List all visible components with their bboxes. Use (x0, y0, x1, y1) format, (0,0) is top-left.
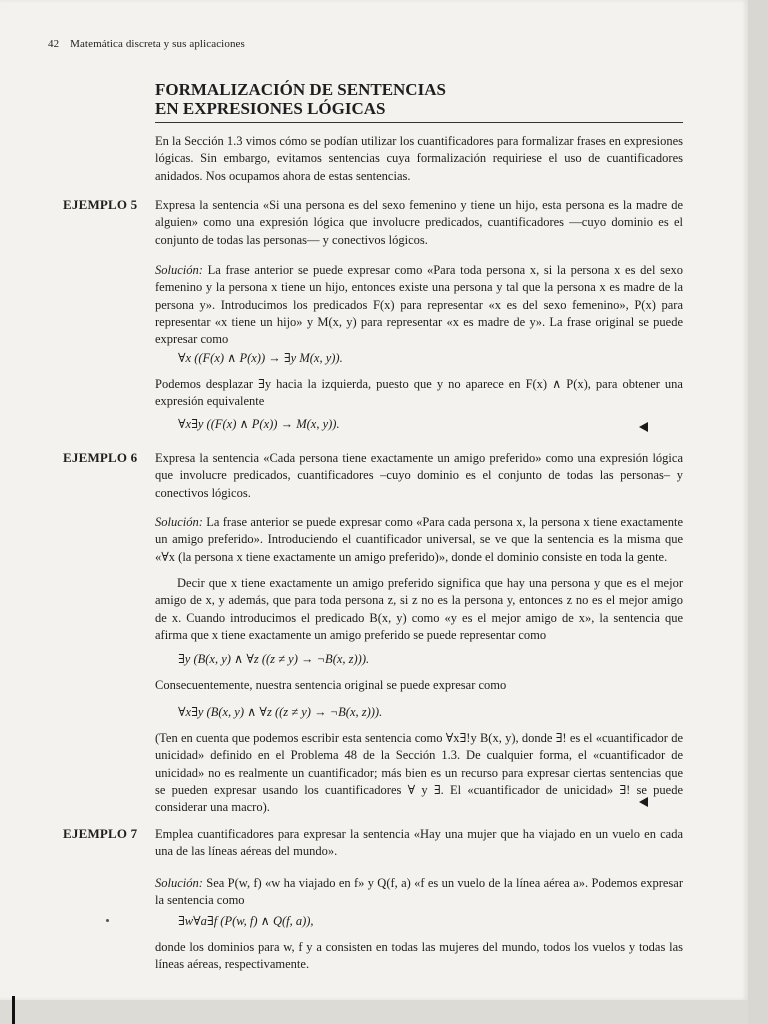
example-7-label: EJEMPLO 7 (63, 826, 138, 841)
example-5-text-2: Podemos desplazar ∃y hacia la izquierda, puesto que y no aparece en F(x) ∧ P(x), para obtener una expresión equivalente (155, 377, 683, 409)
example-5-solution (155, 262, 683, 348)
example-7-text-2: donde los dominios para w, f y a consisten en todas las mujeres del mundo, todos los vuelos y todas las líneas aéreas, respectivamente. (155, 940, 683, 972)
example-7-solution-text: Sea P(w, f) «w ha viajado en f» y Q(f, a) «f es un vuelo de la línea aérea a». Podemos expresar la sentencia como (155, 876, 683, 908)
page-number: 42 (48, 38, 60, 50)
running-header (48, 38, 245, 50)
section-title-rule (155, 122, 683, 123)
section-title-line-2: EN EXPRESIONES LÓGICAS (155, 99, 386, 118)
section-title (155, 80, 685, 122)
example-6-text-3: Consecuentemente, nuestra sentencia original se puede expresar como (155, 678, 507, 692)
solution-label: Solución: (155, 263, 203, 277)
scan-edge-mark (12, 996, 15, 1024)
example-6-label: EJEMPLO 6 (63, 450, 138, 465)
margin-dot (106, 919, 109, 922)
example-6-note: (Ten en cuenta que podemos escribir esta sentencia como ∀x∃!y B(x, y), donde ∃! es el «cuantificador de unicidad» definido en el Problema 48 de la Sección 1.3. De cualquier forma, el «cuantificador de unicidad» no es realmente un cuantificador; más bien es un recurso para expresar ciertas sentencias que se pueden expresar usando los cuantificadores ∀ y ∃. El «cuantificador de unicidad» ∃! se puede considerar una macro). (155, 731, 683, 815)
example-7-statement: Emplea cuantificadores para expresar la sentencia «Hay una mujer que ha viajado en un vuelo en cada una de las líneas aéreas del mundo». (155, 827, 683, 859)
example-6-solution-text: La frase anterior se puede expresar como «Para cada persona x, la persona x tiene exactamente un amigo preferido». Introduciendo el cuantificador universal, se ve que la sentencia es la misma que «∀x (la persona x tiene exactamente un amigo preferido)», donde el dominio consiste en toda la gente. (155, 515, 684, 564)
example-6-paragraph-2: Decir que x tiene exactamente un amigo preferido significa que hay una persona y que es el mejor amigo de x, y además, que para toda persona z, si z no es la persona y, entonces z no es el mejor amigo de x. Cuando introducimos el predicado B(x, y) como «y es el mejor amigo de x», la sentencia que afirma que x tiene exactamente un amigo preferido se puede representar como (155, 576, 683, 642)
intro-paragraph: En la Sección 1.3 vimos cómo se podían utilizar los cuantificadores para formalizar frases en expresiones lógicas. Sin embargo, evitamos sentencias cuya formalización requiriese el uso de cuantificadores anidados. Nos ocupamos ahora de estas sentencias. (155, 134, 683, 183)
end-of-example-marker (639, 422, 648, 432)
example-5-formula-1: ∀x ((F(x) ∧ P(x)) → ∃y M(x, y)). (178, 351, 343, 365)
example-6-statement: Expresa la sentencia «Cada persona tiene exactamente un amigo preferido» como una expresión lógica que involucre predicados, cuantificadores –cuyo dominio es el conjunto de todas las personas– y conectivos lógicos. (155, 451, 683, 500)
example-6-formula-1: ∃y (B(x, y) ∧ ∀z ((z ≠ y) → ¬B(x, z))). (178, 652, 370, 666)
page-right-edge (748, 0, 768, 1024)
solution-label: Solución: (155, 876, 203, 890)
example-5-statement: Expresa la sentencia «Si una persona es del sexo femenino y tiene un hijo, esta persona es la madre de alguien» como una expresión lógica que involucre predicados, cuantificadores —cuyo dominio es el conjunto de todas las personas— y conectivos lógicos. (155, 198, 683, 247)
solution-label: Solución: (155, 515, 203, 529)
example-7-formula: ∃w∀a∃f (P(w, f) ∧ Q(f, a)), (178, 914, 314, 928)
page-bottom-edge (0, 1000, 748, 1024)
example-5-formula-2: ∀x∃y ((F(x) ∧ P(x)) → M(x, y)). (178, 417, 340, 431)
example-5-label: EJEMPLO 5 (63, 197, 138, 212)
book-title: Matemática discreta y sus aplicaciones (70, 38, 245, 50)
example-5-solution-text: La frase anterior se puede expresar como «Para toda persona x, si la persona x es del sexo femenino y la persona x tiene un hijo, entonces existe una persona y tal que la persona x es madre de la persona y». Introducimos los predicados F(x) para representar «x es del sexo femenino», P(x) para representar «x tiene un hijo» y M(x, y) para representar «x es madre de y». La frase original se puede expresar como (155, 263, 683, 347)
example-7-solution (155, 875, 683, 910)
example-6-formula-2: ∀x∃y (B(x, y) ∧ ∀z ((z ≠ y) → ¬B(x, z))). (178, 705, 383, 719)
section-title-line-1: FORMALIZACIÓN DE SENTENCIAS (155, 80, 446, 99)
example-6-solution (155, 514, 683, 566)
end-of-example-marker (639, 797, 648, 807)
